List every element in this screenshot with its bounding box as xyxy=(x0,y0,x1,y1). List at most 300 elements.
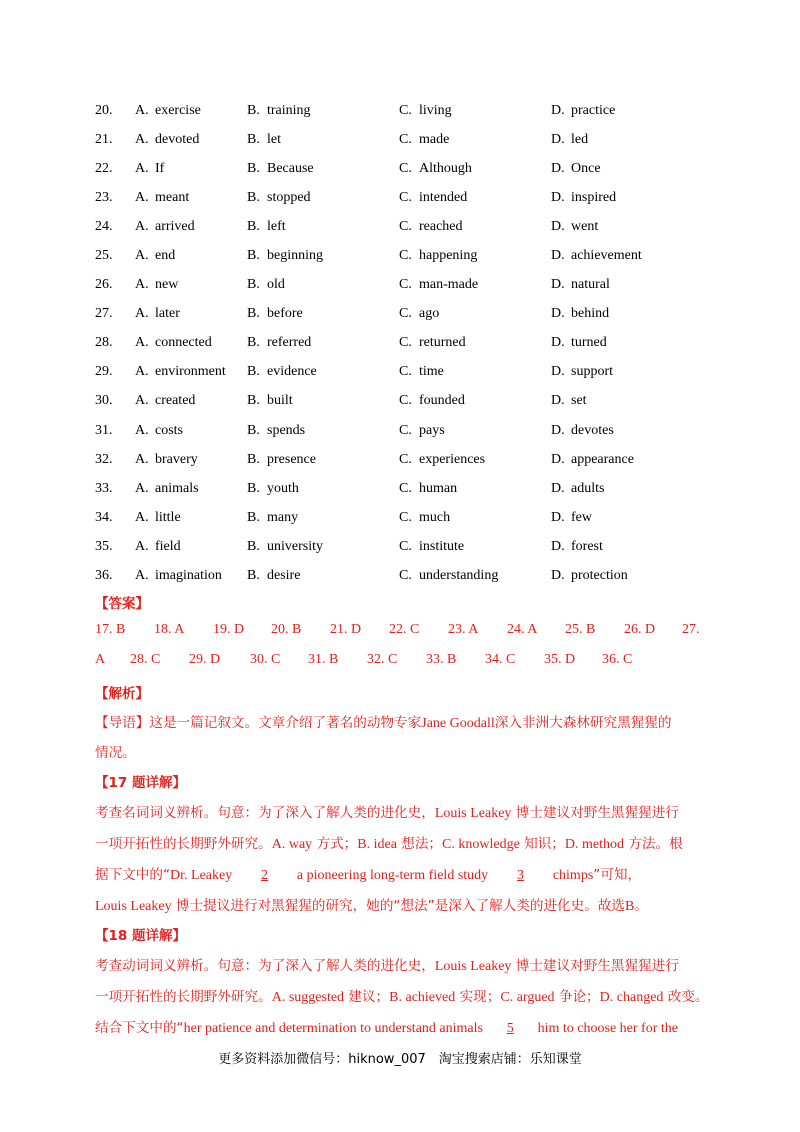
option-letter: C. xyxy=(399,277,412,293)
option-text: end xyxy=(155,248,176,264)
option-text: Once xyxy=(571,160,601,176)
question-number: 22. xyxy=(95,160,113,176)
option-c xyxy=(399,503,551,532)
option-text: new xyxy=(155,277,179,293)
option-text: environment xyxy=(155,364,226,380)
question-number: 30. xyxy=(95,393,113,409)
option-letter: A. xyxy=(135,218,149,234)
question-number: 32. xyxy=(95,451,113,467)
option-text: founded xyxy=(419,393,465,409)
q18-name: Louis Leakey xyxy=(434,959,512,974)
question-number: 25. xyxy=(95,248,113,264)
answer-item: 28. C xyxy=(130,652,161,667)
option-text: little xyxy=(155,509,181,525)
option-text: stopped xyxy=(267,189,311,205)
option-text: field xyxy=(155,538,181,554)
question-row xyxy=(95,503,715,532)
question-row xyxy=(95,154,715,183)
option-d xyxy=(551,154,715,183)
question-row xyxy=(95,183,715,212)
option-text: intended xyxy=(419,189,468,205)
question-row xyxy=(95,241,715,270)
option-d xyxy=(551,503,715,532)
option-letter: A. xyxy=(135,364,149,380)
answer-item: 32. C xyxy=(367,652,398,667)
option-d xyxy=(551,329,715,358)
option-d xyxy=(551,241,715,270)
question-number: 26. xyxy=(95,277,113,293)
option-letter: D. xyxy=(551,364,565,380)
intro-line-1 xyxy=(95,711,715,732)
option-a xyxy=(95,96,247,125)
option-a xyxy=(95,212,247,241)
option-text: youth xyxy=(267,480,299,496)
q17-quote-3: chimps xyxy=(552,868,594,883)
question-number: 24. xyxy=(95,218,113,234)
option-letter: D. xyxy=(551,306,565,322)
option-text: let xyxy=(267,131,281,147)
q18-option-c-cn: 争论； xyxy=(558,989,600,1005)
option-a xyxy=(95,154,247,183)
option-text: few xyxy=(571,509,592,525)
option-text: behind xyxy=(571,306,610,322)
option-text: many xyxy=(267,509,299,525)
q18-line3-text: 结合下文中的“ xyxy=(95,1020,184,1036)
option-letter: A. xyxy=(135,306,149,322)
option-letter: D. xyxy=(551,538,565,554)
option-text: left xyxy=(267,218,286,234)
q17-line-2 xyxy=(95,832,715,853)
option-d xyxy=(551,96,715,125)
option-d xyxy=(551,358,715,387)
option-b xyxy=(247,329,399,358)
question-row xyxy=(95,387,715,416)
option-text: adults xyxy=(571,480,605,496)
option-letter: A. xyxy=(135,248,149,264)
answer-item: 23. A xyxy=(448,622,479,637)
option-a xyxy=(95,416,247,445)
option-c xyxy=(399,183,551,212)
answer-item: 31. B xyxy=(308,652,339,667)
option-b xyxy=(247,271,399,300)
answer-item: 26. D xyxy=(624,622,656,637)
option-text: experiences xyxy=(419,451,486,467)
answer-item: A xyxy=(95,652,106,667)
q17-name: Louis Leakey xyxy=(434,806,512,821)
option-letter: D. xyxy=(551,393,565,409)
footer-note: 更多资料添加微信号：hiknow_007 淘宝搜索店铺：乐知课堂 xyxy=(218,1052,582,1067)
option-b xyxy=(247,300,399,329)
intro-text-2: 深入非洲大森林研究黑猩猩的 xyxy=(494,715,672,731)
q17-line4-text: 博士提议进行对黑猩猩的研究，她的“想法”是深入了解人类的进化史。故选 xyxy=(175,898,626,914)
option-text: went xyxy=(571,218,599,234)
option-c xyxy=(399,416,551,445)
question-row xyxy=(95,96,715,125)
answer-item: 25. B xyxy=(565,622,596,637)
q18-text-b: 博士建议对野生黑猩猩进行 xyxy=(515,958,679,974)
option-letter: B. xyxy=(247,160,260,176)
q17-option-b: B. idea xyxy=(357,837,397,852)
option-letter: D. xyxy=(551,189,565,205)
option-letter: D. xyxy=(551,568,565,584)
option-a xyxy=(95,474,247,503)
question-row xyxy=(95,329,715,358)
q17-option-c: C. knowledge xyxy=(442,837,520,852)
q18-option-d-cn: 改变。 xyxy=(667,989,709,1005)
option-b xyxy=(247,416,399,445)
option-letter: D. xyxy=(551,131,565,147)
option-d xyxy=(551,562,715,591)
question-number: 20. xyxy=(95,102,113,118)
option-text: built xyxy=(267,393,293,409)
option-text: reached xyxy=(419,218,463,234)
answer-item: 17. B xyxy=(95,622,126,637)
question-row xyxy=(95,562,715,591)
q17-text-b: 博士建议对野生黑猩猩进行 xyxy=(515,805,679,821)
question-row xyxy=(95,445,715,474)
answer-item: 20. B xyxy=(271,622,302,637)
q17-text: 考查名词词义辨析。句意：为了深入了解人类的进化史， xyxy=(95,805,435,821)
answer-item: 34. C xyxy=(485,652,516,667)
option-b xyxy=(247,241,399,270)
option-letter: C. xyxy=(399,335,412,351)
option-letter: A. xyxy=(135,509,149,525)
option-text: appearance xyxy=(571,451,634,467)
option-letter: B. xyxy=(247,131,260,147)
option-b xyxy=(247,474,399,503)
option-text: animals xyxy=(155,480,199,496)
option-letter: A. xyxy=(135,335,149,351)
option-letter: C. xyxy=(399,248,412,264)
option-c xyxy=(399,154,551,183)
option-letter: A. xyxy=(135,422,149,438)
option-text: protection xyxy=(571,568,628,584)
option-letter: D. xyxy=(551,422,565,438)
option-text: practice xyxy=(571,102,616,118)
answer-item: 22. C xyxy=(389,622,420,637)
option-c xyxy=(399,562,551,591)
option-letter: B. xyxy=(247,277,260,293)
option-a xyxy=(95,271,247,300)
option-letter: B. xyxy=(247,306,260,322)
answer-item: 19. D xyxy=(213,622,245,637)
option-text: connected xyxy=(155,335,212,351)
option-text: arrived xyxy=(155,218,195,234)
option-a xyxy=(95,387,247,416)
option-letter: B. xyxy=(247,218,260,234)
option-letter: A. xyxy=(135,480,149,496)
option-letter: A. xyxy=(135,102,149,118)
option-text: living xyxy=(419,102,452,118)
option-text: man-made xyxy=(419,277,479,293)
option-text: pays xyxy=(419,422,445,438)
question-row xyxy=(95,212,715,241)
option-text: returned xyxy=(419,335,466,351)
option-letter: B. xyxy=(247,335,260,351)
option-letter: A. xyxy=(135,131,149,147)
option-letter: B. xyxy=(247,393,260,409)
option-letter: D. xyxy=(551,480,565,496)
option-c xyxy=(399,474,551,503)
option-letter: A. xyxy=(135,568,149,584)
analysis-header: 【解析】 xyxy=(95,686,149,702)
option-a xyxy=(95,445,247,474)
q17-header: 【17 题详解】 xyxy=(95,775,186,791)
option-text: devoted xyxy=(155,131,200,147)
option-letter: D. xyxy=(551,102,565,118)
option-d xyxy=(551,532,715,561)
option-letter: B. xyxy=(247,568,260,584)
q18-option-b-cn: 实现； xyxy=(459,989,501,1005)
question-number: 35. xyxy=(95,538,113,554)
option-text: later xyxy=(155,306,180,322)
q18-line2-text: 一项开拓性的长期野外研究。 xyxy=(95,989,272,1005)
q18-option-b: B. achieved xyxy=(389,990,456,1005)
option-text: natural xyxy=(571,277,610,293)
blank-2: 2 xyxy=(261,868,269,883)
q17-line4-end: 。 xyxy=(634,898,648,914)
q17-line2-text: 一项开拓性的长期野外研究。 xyxy=(95,836,272,852)
q17-option-c-cn: 知识； xyxy=(524,836,565,852)
option-text: set xyxy=(571,393,587,409)
option-d xyxy=(551,474,715,503)
answer-header: 【答案】 xyxy=(95,596,149,612)
option-letter: A. xyxy=(135,538,149,554)
option-letter: D. xyxy=(551,509,565,525)
option-a xyxy=(95,503,247,532)
question-row xyxy=(95,474,715,503)
option-letter: D. xyxy=(551,218,565,234)
q17-name-2: Louis Leakey xyxy=(95,899,172,914)
answer-item: 29. D xyxy=(189,652,221,667)
option-text: understanding xyxy=(419,568,499,584)
q18-option-a: A. suggested xyxy=(271,990,345,1005)
option-c xyxy=(399,358,551,387)
option-text: led xyxy=(571,131,589,147)
option-d xyxy=(551,445,715,474)
answer-item: 27. xyxy=(682,622,700,637)
option-c xyxy=(399,387,551,416)
question-row xyxy=(95,300,715,329)
q17-line3-end: ”可知， xyxy=(593,867,642,883)
option-d xyxy=(551,125,715,154)
option-letter: A. xyxy=(135,160,149,176)
option-text: costs xyxy=(155,422,183,438)
option-c xyxy=(399,300,551,329)
option-letter: C. xyxy=(399,509,412,525)
option-letter: B. xyxy=(247,248,260,264)
option-text: support xyxy=(571,364,613,380)
option-c xyxy=(399,212,551,241)
q18-line-3 xyxy=(95,1016,715,1037)
option-a xyxy=(95,562,247,591)
option-letter: B. xyxy=(247,509,260,525)
option-d xyxy=(551,300,715,329)
option-c xyxy=(399,532,551,561)
q17-quote-2: a pioneering long-term field study xyxy=(296,868,489,883)
q17-answer: B xyxy=(625,899,635,914)
question-number: 27. xyxy=(95,306,113,322)
option-letter: C. xyxy=(399,160,412,176)
option-letter: A. xyxy=(135,393,149,409)
q18-quote-1: her patience and determination to understand animals xyxy=(183,1021,483,1036)
option-d xyxy=(551,183,715,212)
option-text: referred xyxy=(267,335,312,351)
question-number: 33. xyxy=(95,480,113,496)
q18-line-2 xyxy=(95,985,715,1006)
option-text: time xyxy=(419,364,444,380)
q17-line-3 xyxy=(95,863,715,884)
q17-quote-1: Dr. Leakey xyxy=(170,868,233,883)
option-text: much xyxy=(419,509,451,525)
option-letter: C. xyxy=(399,218,412,234)
option-d xyxy=(551,416,715,445)
option-c xyxy=(399,96,551,125)
option-b xyxy=(247,96,399,125)
option-letter: C. xyxy=(399,538,412,554)
q17-option-b-cn: 想法； xyxy=(401,836,443,852)
option-text: achievement xyxy=(571,248,642,264)
option-letter: B. xyxy=(247,364,260,380)
option-text: desire xyxy=(267,568,301,584)
option-text: ago xyxy=(419,306,440,322)
option-letter: C. xyxy=(399,568,412,584)
option-c xyxy=(399,329,551,358)
option-a xyxy=(95,358,247,387)
answer-item: 36. C xyxy=(602,652,633,667)
q17-line-4 xyxy=(95,894,715,915)
option-letter: C. xyxy=(399,189,412,205)
option-b xyxy=(247,503,399,532)
options-table xyxy=(95,96,715,591)
intro-line-2 xyxy=(95,741,715,761)
q17-option-d: D. method xyxy=(564,837,625,852)
option-letter: C. xyxy=(399,422,412,438)
option-text: human xyxy=(419,480,458,496)
option-b xyxy=(247,154,399,183)
option-text: devotes xyxy=(571,422,614,438)
option-letter: A. xyxy=(135,189,149,205)
option-letter: D. xyxy=(551,277,565,293)
question-number: 31. xyxy=(95,422,113,438)
option-text: exercise xyxy=(155,102,201,118)
option-text: university xyxy=(267,538,323,554)
option-text: If xyxy=(155,160,165,176)
option-letter: D. xyxy=(551,248,565,264)
option-d xyxy=(551,271,715,300)
q18-option-d: D. changed xyxy=(599,990,664,1005)
option-text: training xyxy=(267,102,311,118)
option-letter: C. xyxy=(399,102,412,118)
option-letter: B. xyxy=(247,422,260,438)
intro-name: Jane Goodall xyxy=(421,716,495,731)
question-number: 23. xyxy=(95,189,113,205)
option-text: bravery xyxy=(155,451,198,467)
q18-header: 【18 题详解】 xyxy=(95,928,186,944)
option-a xyxy=(95,125,247,154)
question-number: 21. xyxy=(95,131,113,147)
option-text: Because xyxy=(267,160,314,176)
option-b xyxy=(247,387,399,416)
question-number: 28. xyxy=(95,335,113,351)
option-letter: C. xyxy=(399,131,412,147)
question-row xyxy=(95,358,715,387)
q17-option-a: A. way xyxy=(271,837,313,852)
answer-item: 33. B xyxy=(426,652,457,667)
option-letter: A. xyxy=(135,277,149,293)
option-letter: D. xyxy=(551,451,565,467)
answer-item: 24. A xyxy=(507,622,538,637)
option-letter: C. xyxy=(399,451,412,467)
question-row xyxy=(95,416,715,445)
q18-quote-2: him to choose her for the xyxy=(537,1021,678,1036)
question-row xyxy=(95,271,715,300)
intro-text: 【导语】这是一篇记叙文。文章介绍了著名的动物专家 xyxy=(95,715,422,731)
option-text: before xyxy=(267,306,303,322)
option-letter: C. xyxy=(399,393,412,409)
option-letter: B. xyxy=(247,189,260,205)
option-letter: B. xyxy=(247,102,260,118)
option-c xyxy=(399,445,551,474)
option-text: old xyxy=(267,277,285,293)
question-number: 34. xyxy=(95,509,113,525)
option-a xyxy=(95,241,247,270)
option-b xyxy=(247,532,399,561)
option-text: beginning xyxy=(267,248,323,264)
option-b xyxy=(247,562,399,591)
q17-option-a-cn: 方式； xyxy=(316,836,358,852)
answer-item: 21. D xyxy=(330,622,362,637)
option-d xyxy=(551,212,715,241)
option-text: presence xyxy=(267,451,316,467)
option-text: made xyxy=(419,131,450,147)
option-c xyxy=(399,271,551,300)
option-text: inspired xyxy=(571,189,617,205)
q18-option-a-cn: 建议； xyxy=(348,989,390,1005)
q17-line-1 xyxy=(95,801,715,822)
option-b xyxy=(247,183,399,212)
option-letter: B. xyxy=(247,480,260,496)
q17-line3-text: 据下文中的“ xyxy=(95,867,171,883)
option-text: turned xyxy=(571,335,607,351)
option-d xyxy=(551,387,715,416)
intro-text-3: 情况。 xyxy=(95,745,136,761)
q18-option-c: C. argued xyxy=(500,990,555,1005)
q18-line-1 xyxy=(95,954,715,975)
option-letter: C. xyxy=(399,306,412,322)
option-text: created xyxy=(155,393,196,409)
option-letter: A. xyxy=(135,451,149,467)
question-row xyxy=(95,532,715,561)
option-letter: C. xyxy=(399,480,412,496)
option-b xyxy=(247,125,399,154)
option-b xyxy=(247,358,399,387)
answer-item: 30. C xyxy=(250,652,281,667)
option-text: Although xyxy=(419,160,472,176)
option-b xyxy=(247,212,399,241)
option-c xyxy=(399,125,551,154)
option-letter: D. xyxy=(551,160,565,176)
option-text: meant xyxy=(155,189,190,205)
option-letter: D. xyxy=(551,335,565,351)
option-a xyxy=(95,329,247,358)
option-a xyxy=(95,183,247,212)
answer-item: 18. A xyxy=(154,622,185,637)
option-letter: B. xyxy=(247,538,260,554)
blank-3: 3 xyxy=(517,868,524,883)
answer-item: 35. D xyxy=(544,652,576,667)
option-c xyxy=(399,241,551,270)
